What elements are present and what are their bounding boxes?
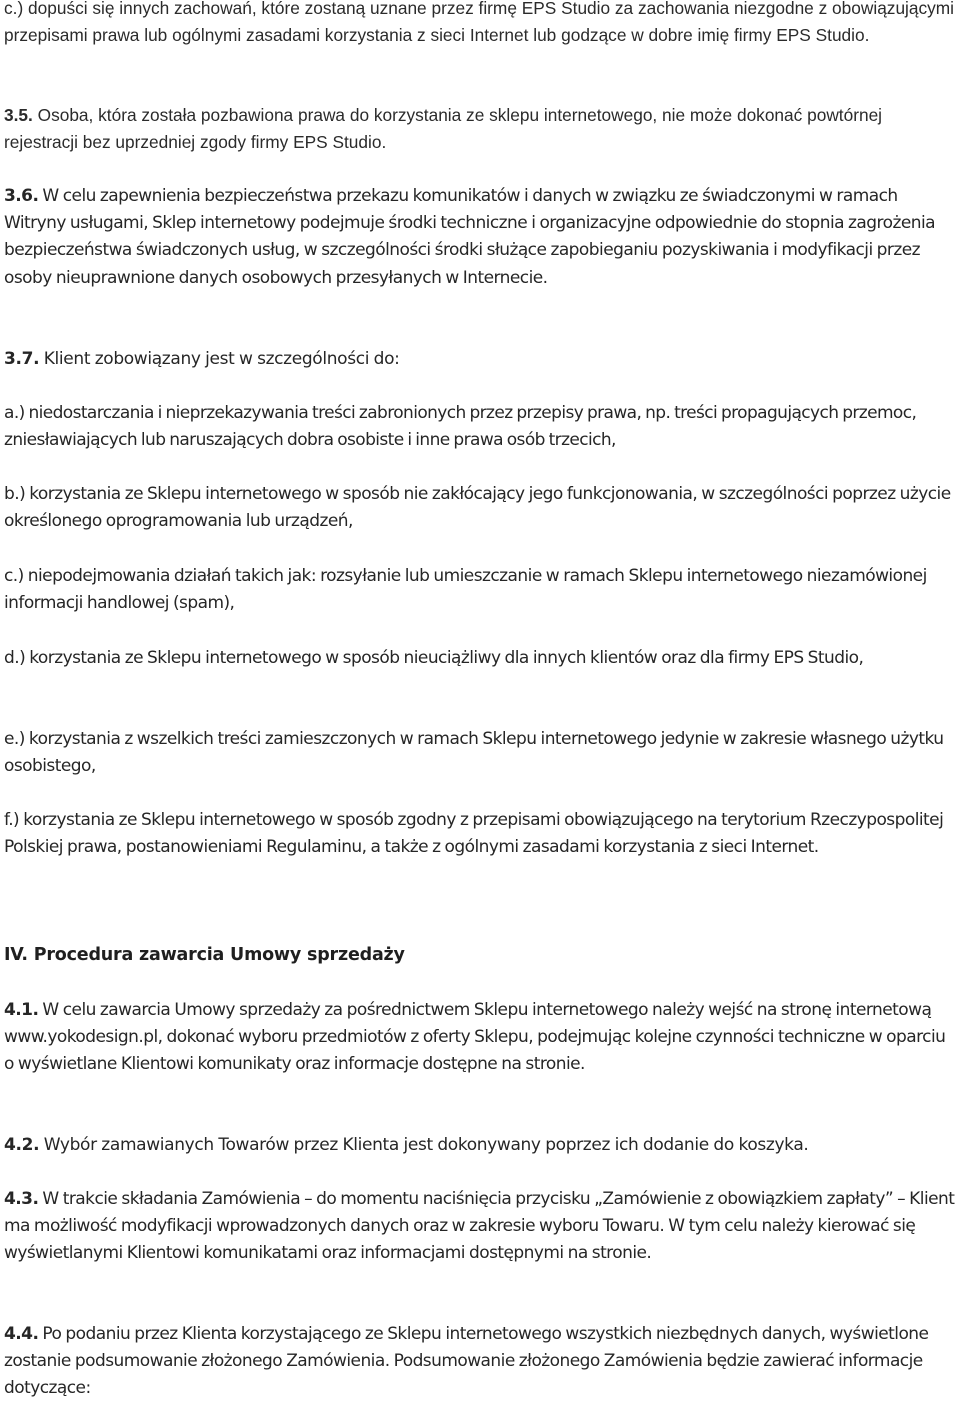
paragraph-text: Po podaniu przez Klienta korzystającego ze Sklepu internetowego wszystkich niezbędnych danych, wyświetlone zostanie podsumowanie złożonego Zamówienia. Podsumowanie złożonego Zamówienia będzie zawierać informacje dotyczące: <box>4 1324 929 1399</box>
paragraph-text: Wybór zamawianych Towarów przez Klienta jest dokonywany poprzez ich dodanie do koszyka. <box>39 1135 809 1155</box>
paragraph-number: 3.6. <box>4 186 39 206</box>
list-item-c: c.) niepodejmowania działań takich jak: rozsyłanie lub umieszczanie w ramach Sklepu internetowego niezamówionej informacji handlowej (spam), <box>4 566 927 614</box>
list-item-d: d.) korzystania ze Sklepu internetowego w sposób nieuciążliwy dla innych klientów oraz dla firmy EPS Studio, <box>4 648 864 668</box>
list-item-b: b.) korzystania ze Sklepu internetowego w sposób nie zakłócający jego funkcjonowania, w szczególności poprzez użycie określonego oprogramowania lub urządzeń, <box>4 484 951 532</box>
paragraph-3-7 <box>4 346 958 373</box>
paragraph-text: W celu zapewnienia bezpieczeństwa przekazu komunikatów i danych w związku ze świadczonymi w ramach Witryny usługami, Sklep internetowy podejmuje środki techniczne i organizacyjne odpowiednie do stopnia zagrożenia bezpieczeństwa świadczonych usług, w szczególności środki służące zapobieganiu pozyskiwania i modyfikacji przez osoby nieuprawnione danych osobowych przesyłanych w Internecie. <box>4 186 935 288</box>
paragraph-3-5 <box>4 102 958 156</box>
list-item-f: f.) korzystania ze Sklepu internetowego w sposób zgodny z przepisami obowiązującego na terytorium Rzeczypospolitej Polskiej prawa, postanowieniami Regulaminu, a także z ogólnymi zasadami korzystania z sieci Internet. <box>4 810 944 858</box>
paragraph-number: 4.3. <box>4 1189 39 1209</box>
paragraph-text: Klient zobowiązany jest w szczególności do: <box>39 349 400 369</box>
paragraph-number: 3.7. <box>4 349 40 369</box>
list-item-e: e.) korzystania z wszelkich treści zamieszczonych w ramach Sklepu internetowego jedynie w zakresie własnego użytku osobistego, <box>4 729 944 777</box>
paragraph-4-4 <box>4 1321 958 1403</box>
paragraph-number: 4.2. <box>4 1135 40 1155</box>
section-heading-iv: IV. Procedura zawarcia Umowy sprzedaży <box>4 945 405 965</box>
paragraph-number: 4.4. <box>4 1324 39 1344</box>
paragraph-3-4-c: c.) dopuści się innych zachowań, które zostaną uznane przez firmę EPS Studio za zachowania niezgodne z obowiązującymi przepisami prawa lub ogólnymi zasadami korzystania z sieci Internet lub godzące w dobre imię firmy EPS Studio. <box>4 0 955 46</box>
paragraph-text: W celu zawarcia Umowy sprzedaży za pośrednictwem Sklepu internetowego należy wejść na stronę internetową www.yokodesign.pl, dokonać wyboru przedmiotów z oferty Sklepu, podejmując kolejne czynności techniczne w oparciu o wyświetlane Klientowi komunikaty oraz informacje dostępne na stronie. <box>4 1000 946 1075</box>
list-item-a: a.) niedostarczania i nieprzekazywania treści zabronionych przez przepisy prawa, np. treści propagujących przemoc, zniesławiających lub naruszających dobra osobiste i inne prawa osób trzecich, <box>4 403 917 451</box>
paragraph-3-6 <box>4 183 958 292</box>
paragraph-number: 3.5. <box>4 105 33 125</box>
paragraph-4-2 <box>4 1132 958 1159</box>
paragraph-number: 4.1. <box>4 1000 39 1020</box>
paragraph-4-3 <box>4 1186 958 1268</box>
paragraph-text: W trakcie składania Zamówienia – do momentu naciśnięcia przycisku „Zamówienie z obowiązkiem zapłaty” – Klient ma możliwość modyfikacji wprowadzonych danych oraz w zakresie wyboru Towaru. W tym celu należy kierować się wyświetlanymi Klientowi komunikatami oraz informacjami dostępnymi na stronie. <box>4 1189 955 1264</box>
paragraph-text: Osoba, która została pozbawiona prawa do korzystania ze sklepu internetowego, nie może dokonać powtórnej rejestracji bez uprzedniej zgody firmy EPS Studio. <box>4 105 883 153</box>
paragraph-4-1 <box>4 997 958 1079</box>
